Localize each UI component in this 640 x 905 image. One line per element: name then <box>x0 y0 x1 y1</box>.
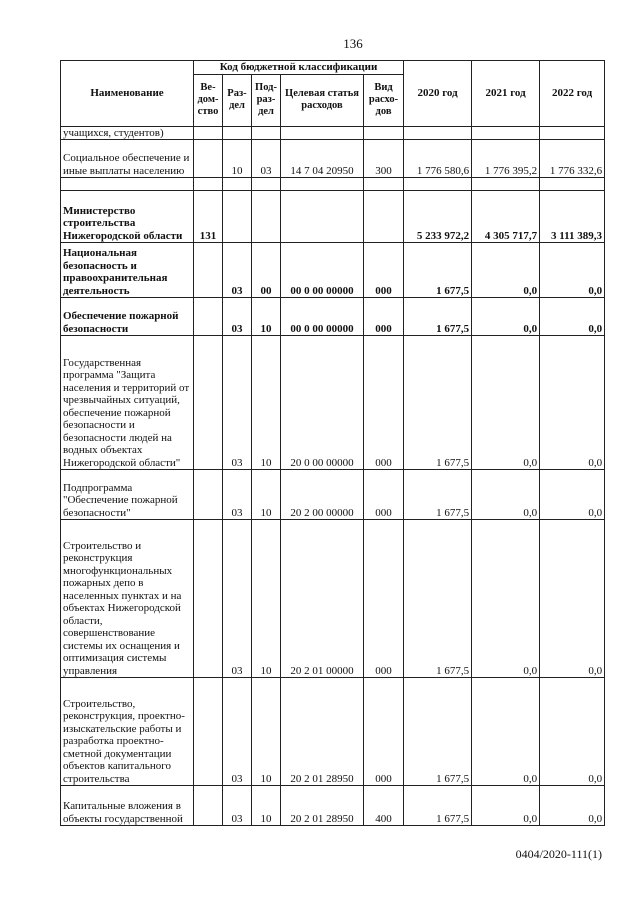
cell-podrazdel: 10 <box>252 336 281 470</box>
col-header-vid: Вид расхо-дов <box>364 74 404 126</box>
cell-vid: 000 <box>364 678 404 786</box>
cell-2021: 4 305 717,7 <box>472 191 540 243</box>
cell-2022: 0,0 <box>540 336 605 470</box>
cell-vid: 000 <box>364 520 404 678</box>
col-header-target: Целевая статья расходов <box>281 74 364 126</box>
cell-2020 <box>404 126 472 140</box>
cell-target: 14 7 04 20950 <box>281 140 364 178</box>
cell-name: Министерство строительства Нижегородской области <box>61 191 194 243</box>
cell-2021: 0,0 <box>472 336 540 470</box>
cell-2021: 0,0 <box>472 678 540 786</box>
cell-podrazdel <box>252 191 281 243</box>
cell-2021 <box>472 178 540 191</box>
cell-target <box>281 126 364 140</box>
table-row <box>61 126 605 140</box>
table-row <box>61 520 605 678</box>
cell-2021: 1 776 395,2 <box>472 140 540 178</box>
cell-vedomstvo <box>194 520 223 678</box>
cell-vedomstvo <box>194 786 223 826</box>
col-header-2022: 2022 год <box>540 61 605 127</box>
cell-vid: 000 <box>364 470 404 520</box>
cell-target: 20 2 01 28950 <box>281 786 364 826</box>
cell-razdel: 03 <box>223 298 252 336</box>
cell-2020: 1 677,5 <box>404 678 472 786</box>
col-header-name: Наименование <box>61 61 194 127</box>
cell-2021: 0,0 <box>472 786 540 826</box>
cell-target <box>281 191 364 243</box>
cell-razdel <box>223 126 252 140</box>
cell-razdel: 10 <box>223 140 252 178</box>
col-header-2021: 2021 год <box>472 61 540 127</box>
cell-razdel <box>223 191 252 243</box>
table-row <box>61 191 605 243</box>
cell-2021: 0,0 <box>472 520 540 678</box>
cell-2022: 0,0 <box>540 520 605 678</box>
cell-razdel: 03 <box>223 243 252 298</box>
cell-podrazdel: 00 <box>252 243 281 298</box>
cell-2021: 0,0 <box>472 243 540 298</box>
cell-podrazdel: 03 <box>252 140 281 178</box>
cell-vedomstvo <box>194 126 223 140</box>
cell-2020: 1 677,5 <box>404 336 472 470</box>
cell-2020: 1 776 580,6 <box>404 140 472 178</box>
cell-name: Национальная безопасность и правоохранительная деятельность <box>61 243 194 298</box>
cell-podrazdel: 10 <box>252 678 281 786</box>
cell-2020: 1 677,5 <box>404 520 472 678</box>
cell-vedomstvo <box>194 243 223 298</box>
col-header-razdel: Раз-дел <box>223 74 252 126</box>
cell-2020: 1 677,5 <box>404 243 472 298</box>
cell-vid: 400 <box>364 786 404 826</box>
cell-target: 20 0 00 00000 <box>281 336 364 470</box>
cell-2022 <box>540 178 605 191</box>
cell-name: Капитальные вложения в объекты государственной <box>61 786 194 826</box>
cell-target: 00 0 00 00000 <box>281 243 364 298</box>
cell-vid <box>364 178 404 191</box>
cell-target <box>281 178 364 191</box>
cell-2022: 0,0 <box>540 470 605 520</box>
col-header-2020: 2020 год <box>404 61 472 127</box>
cell-vid: 300 <box>364 140 404 178</box>
cell-vedomstvo <box>194 298 223 336</box>
cell-razdel: 03 <box>223 520 252 678</box>
table-row <box>61 470 605 520</box>
cell-2022: 0,0 <box>540 678 605 786</box>
cell-2022 <box>540 126 605 140</box>
cell-2022: 0,0 <box>540 243 605 298</box>
cell-vid: 000 <box>364 336 404 470</box>
cell-vid: 000 <box>364 243 404 298</box>
cell-2020: 5 233 972,2 <box>404 191 472 243</box>
table-row <box>61 336 605 470</box>
cell-2020: 1 677,5 <box>404 470 472 520</box>
cell-razdel: 03 <box>223 470 252 520</box>
cell-razdel: 03 <box>223 786 252 826</box>
cell-2021: 0,0 <box>472 298 540 336</box>
cell-vedomstvo <box>194 470 223 520</box>
cell-2020 <box>404 178 472 191</box>
cell-name: Подпрограмма "Обеспечение пожарной безопасности" <box>61 470 194 520</box>
cell-vedomstvo: 131 <box>194 191 223 243</box>
cell-name: Социальное обеспечение и иные выплаты населению <box>61 140 194 178</box>
table-row <box>61 298 605 336</box>
cell-vedomstvo <box>194 178 223 191</box>
table-body <box>61 126 605 826</box>
cell-podrazdel <box>252 178 281 191</box>
cell-name: Строительство и реконструкция многофункциональных пожарных депо в населенных пунктах и на объектах Нижегородской области, совершенствование системы их оснащения и оптимизация системы управления <box>61 520 194 678</box>
cell-podrazdel: 10 <box>252 470 281 520</box>
cell-vid: 000 <box>364 298 404 336</box>
cell-target: 20 2 01 00000 <box>281 520 364 678</box>
cell-razdel: 03 <box>223 678 252 786</box>
table-row <box>61 243 605 298</box>
col-header-vedomstvo: Ве-дом-ство <box>194 74 223 126</box>
cell-2021 <box>472 126 540 140</box>
cell-2020: 1 677,5 <box>404 298 472 336</box>
col-header-group: Код бюджетной классификации <box>194 61 404 75</box>
cell-2022: 1 776 332,6 <box>540 140 605 178</box>
table-row <box>61 678 605 786</box>
table-row <box>61 786 605 826</box>
cell-name: учащихся, студентов) <box>61 126 194 140</box>
cell-vedomstvo <box>194 336 223 470</box>
cell-razdel <box>223 178 252 191</box>
cell-vedomstvo <box>194 678 223 786</box>
cell-2020: 1 677,5 <box>404 786 472 826</box>
table-row <box>61 140 605 178</box>
budget-table <box>60 60 605 826</box>
cell-2021: 0,0 <box>472 470 540 520</box>
table-row <box>61 178 605 191</box>
cell-podrazdel: 10 <box>252 520 281 678</box>
cell-2022: 0,0 <box>540 298 605 336</box>
cell-podrazdel <box>252 126 281 140</box>
cell-2022: 0,0 <box>540 786 605 826</box>
cell-target: 20 2 00 00000 <box>281 470 364 520</box>
cell-name: Государственная программа "Защита населения и территорий от чрезвычайных ситуаций, обеспечение пожарной безопасности и безопасности людей на водных объектах Нижегородской области" <box>61 336 194 470</box>
cell-name: Обеспечение пожарной безопасности <box>61 298 194 336</box>
cell-target: 00 0 00 00000 <box>281 298 364 336</box>
cell-2022: 3 111 389,3 <box>540 191 605 243</box>
cell-vid <box>364 126 404 140</box>
cell-name <box>61 178 194 191</box>
cell-razdel: 03 <box>223 336 252 470</box>
cell-target: 20 2 01 28950 <box>281 678 364 786</box>
page-number: 136 <box>343 36 363 51</box>
cell-podrazdel: 10 <box>252 786 281 826</box>
cell-podrazdel: 10 <box>252 298 281 336</box>
document-code: 0404/2020-111(1) <box>515 847 602 861</box>
cell-vid <box>364 191 404 243</box>
cell-vedomstvo <box>194 140 223 178</box>
cell-name: Строительство, реконструкция, проектно-изыскательские работы и разработка проектно-сметной документации объектов капитального строительства <box>61 678 194 786</box>
col-header-podrazdel: Под-раз-дел <box>252 74 281 126</box>
